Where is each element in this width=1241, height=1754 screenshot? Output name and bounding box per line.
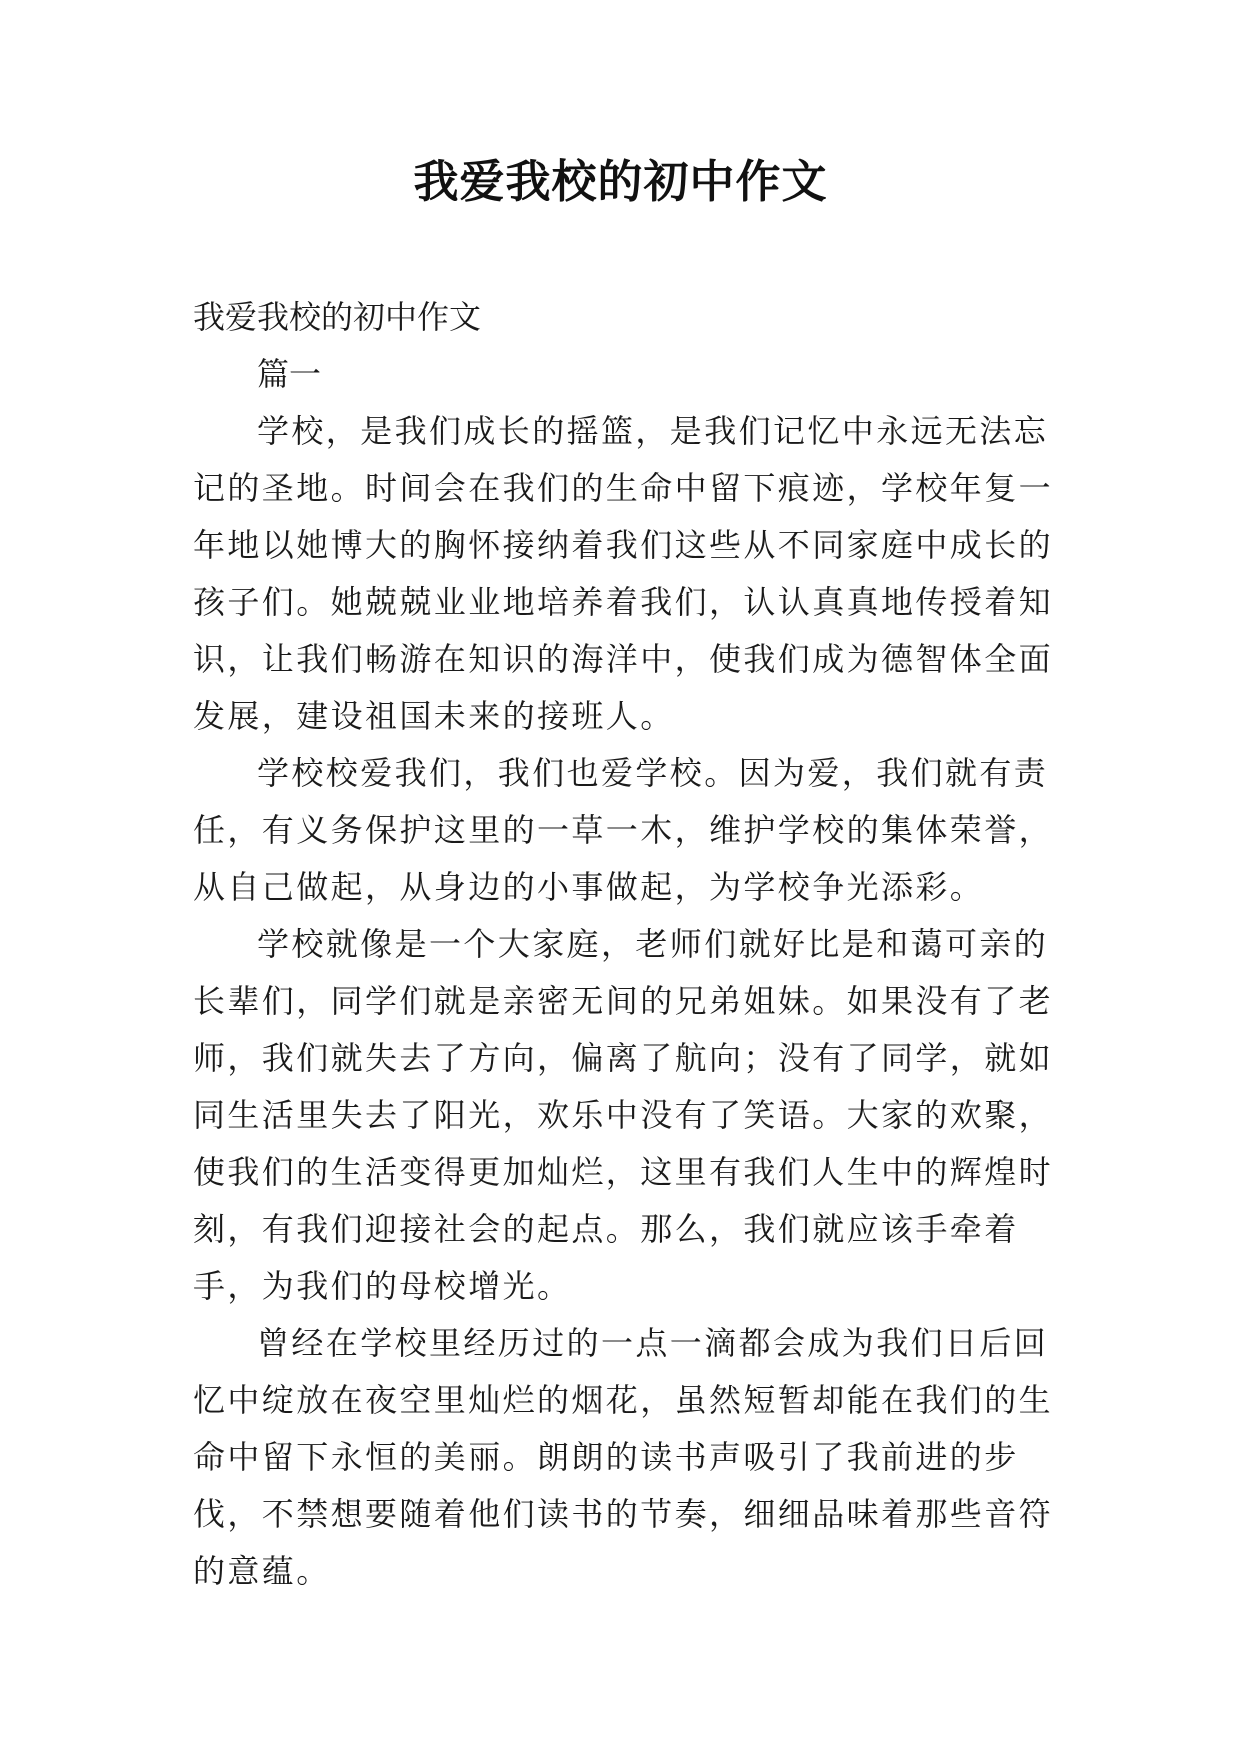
document-subtitle: 我爱我校的初中作文 xyxy=(193,298,482,336)
paragraph: 曾经在学校里经历过的一点一滴都会成为我们日后回忆中绽放在夜空里灿烂的烟花，虽然短暂却能在我们的生命中留下永恒的美丽。朗朗的读书声吸引了我前进的步伐，不禁想要随着他们读书的节奏，细细品味着那些音符的意蕴。 xyxy=(193,1324,1054,1590)
paragraph: 学校，是我们成长的摇篮，是我们记忆中永远无法忘记的圣地。时间会在我们的生命中留下痕迹，学校年复一年地以她博大的胸怀接纳着我们这些从不同家庭中成长的孩子们。她兢兢业业地培养着我们，认认真真地传授着知识，让我们畅游在知识的海洋中，使我们成为德智体全面发展，建设祖国未来的接班人。 xyxy=(193,412,1054,735)
document-body xyxy=(193,289,1063,1600)
paragraph: 学校校爱我们，我们也爱学校。因为爱，我们就有责任，有义务保护这里的一草一木，维护学校的集体荣誉，从自己做起，从身边的小事做起，为学校争光添彩。 xyxy=(193,754,1054,906)
section-heading: 篇一 xyxy=(257,355,322,393)
document-title: 我爱我校的初中作文 xyxy=(413,155,828,208)
paragraph: 学校就像是一个大家庭，老师们就好比是和蔼可亲的长辈们，同学们就是亲密无间的兄弟姐妹。如果没有了老师，我们就失去了方向，偏离了航向；没有了同学，就如同生活里失去了阳光，欢乐中没有了笑语。大家的欢聚，使我们的生活变得更加灿烂，这里有我们人生中的辉煌时刻，有我们迎接社会的起点。那么，我们就应该手牵着手，为我们的母校增光。 xyxy=(193,925,1054,1305)
